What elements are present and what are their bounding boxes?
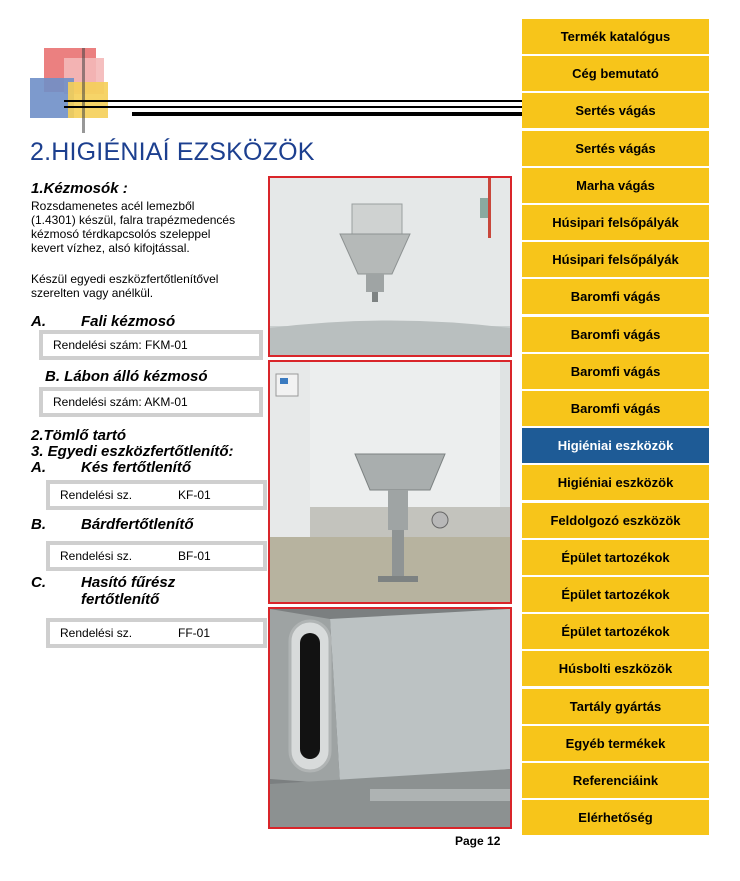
- nav-item[interactable]: Baromfi vágás: [522, 279, 709, 314]
- order-code: BF-01: [178, 549, 211, 563]
- wall-sink-photo: [268, 176, 512, 357]
- order-label: Rendelési sz.: [60, 549, 133, 563]
- section1-heading: 1.Kézmosók :: [31, 180, 128, 197]
- item-3a-heading: A. Kés fertőtlenítő: [31, 459, 192, 476]
- item-a-order-number: Rendelési szám: FKM-01: [53, 338, 188, 352]
- nav-item[interactable]: Referenciáink: [522, 763, 709, 798]
- header-rule: [64, 106, 522, 108]
- page-title: 2.HIGIÉNIAÍ EZSKÖZÖK: [30, 138, 315, 166]
- nav-item[interactable]: Feldolgozó eszközök: [522, 503, 709, 538]
- item-3b-heading: B. Bárdfertőtlenítő: [31, 516, 194, 533]
- nav-item[interactable]: Higiéniai eszközök: [522, 465, 709, 500]
- nav-item[interactable]: Egyéb termékek: [522, 726, 709, 761]
- nav-item[interactable]: Húsbolti eszközök: [522, 651, 709, 686]
- nav-item[interactable]: Elérhetőség: [522, 800, 709, 835]
- section1-note: Készül egyedi eszközfertőtlenítővel szerelten vagy anélkül.: [31, 272, 219, 300]
- nav-item[interactable]: Baromfi vágás: [522, 391, 709, 426]
- order-code: KF-01: [178, 488, 211, 502]
- nav-item[interactable]: Húsipari felsőpályák: [522, 242, 709, 277]
- item-b-order-box: [39, 387, 263, 417]
- nav-item[interactable]: Épület tartozékok: [522, 614, 709, 649]
- nav-item[interactable]: Baromfi vágás: [522, 354, 709, 389]
- nav-item[interactable]: Higiéniai eszközök: [522, 428, 709, 463]
- item-b-heading: B. Lábon álló kézmosó: [45, 368, 208, 385]
- nav-item[interactable]: Termék katalógus: [522, 19, 709, 54]
- item-b-order-number: Rendelési szám: AKM-01: [53, 395, 188, 409]
- order-label: Rendelési sz.: [60, 488, 133, 502]
- section3-heading: 3. Egyedi eszközfertőtlenítő:: [31, 443, 234, 460]
- item-a-heading: A. Fali kézmosó: [31, 313, 176, 330]
- item-3b-order-box: [46, 541, 267, 571]
- order-code: FF-01: [178, 626, 211, 640]
- company-logo: [30, 48, 120, 133]
- nav-item[interactable]: Marha vágás: [522, 168, 709, 203]
- item-3c-heading: C. Hasító fűrész fertőtlenítő: [31, 574, 176, 608]
- header-rule: [132, 112, 522, 116]
- nav-item[interactable]: Épület tartozékok: [522, 577, 709, 612]
- saw-sterilizer-photo: [268, 607, 512, 829]
- nav-item[interactable]: Tartály gyártás: [522, 689, 709, 724]
- section1-description: Rozsdamenetes acél lemezből (1.4301) készül, falra trapézmedencés kézmosó térdkapcsolós szeleppel kevert vízhez, alsó kifojtással.: [31, 199, 236, 255]
- section2-heading: 2.Tömlő tartó: [31, 427, 127, 444]
- nav-item[interactable]: Sertés vágás: [522, 131, 709, 166]
- standing-sink-photo: [268, 360, 512, 604]
- order-label: Rendelési sz.: [60, 626, 133, 640]
- nav-item[interactable]: Épület tartozékok: [522, 540, 709, 575]
- nav-item[interactable]: Baromfi vágás: [522, 317, 709, 352]
- page-number: Page 12: [455, 834, 501, 848]
- nav-item[interactable]: Cég bemutató: [522, 56, 709, 91]
- item-a-order-box: [39, 330, 263, 360]
- item-3c-order-box: [46, 618, 267, 648]
- nav-item[interactable]: Húsipari felsőpályák: [522, 205, 709, 240]
- header-rule: [64, 100, 522, 102]
- nav-item[interactable]: Sertés vágás: [522, 93, 709, 128]
- item-3a-order-box: [46, 480, 267, 510]
